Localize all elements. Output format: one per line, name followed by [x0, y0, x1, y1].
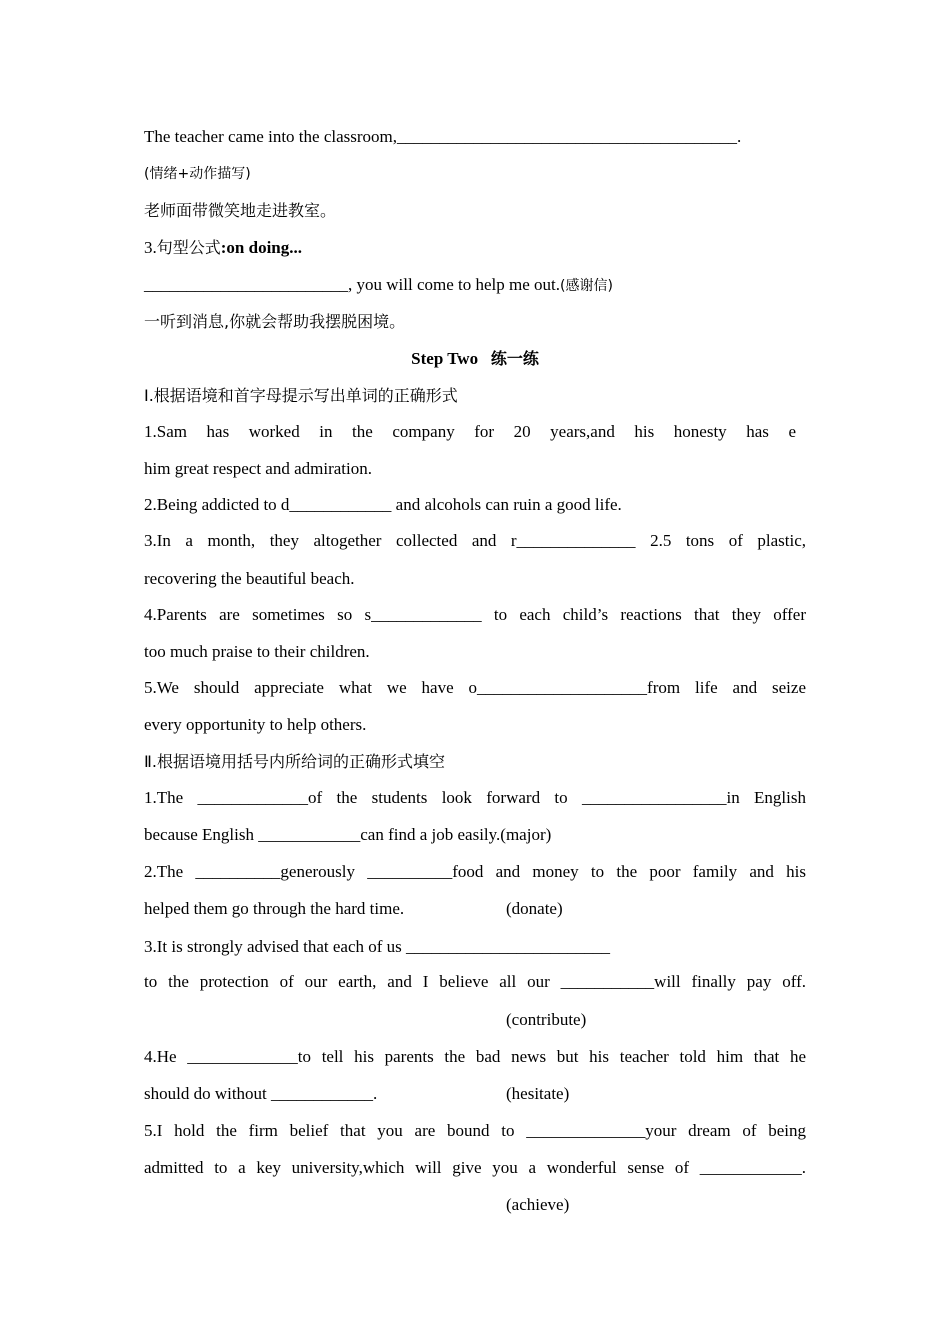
sentence-teacher: The teacher came into the classroom,________________________________________. — [144, 127, 742, 146]
s2-q2-line1: 2.The __________generously __________food and money to the poor family and his — [144, 862, 806, 881]
pattern-text: :on doing... — [220, 238, 303, 257]
s2-q5-line2: admitted to a key university,which will give you a wonderful sense of ____________. — [144, 1158, 806, 1177]
s2-q4-line2: should do without ____________. — [144, 1084, 378, 1103]
s2-q1-line2 — [144, 824, 806, 846]
sentence-thanks-letter — [144, 274, 806, 297]
s2-q3-line2: to the protection of our earth, and I believe all our ___________will finally pay off. — [144, 972, 806, 991]
hint-emotion-action: (情绪+动作描写) — [144, 166, 251, 182]
step-title-cn: 练一练 — [490, 349, 539, 368]
pattern-number: 3. — [144, 238, 157, 257]
s2-q5-hint: (achieve) — [506, 1195, 570, 1214]
step-title-en: Step Two — [411, 349, 479, 368]
section-2-heading: Ⅱ.根据语境用括号内所给词的正确形式填空 — [144, 752, 445, 771]
s2-q4-hint: (hesitate) — [506, 1084, 570, 1103]
s2-q2-line2: helped them go through the hard time. — [144, 899, 405, 918]
sentence-thanks-text: ________________________, you will come to help me out. — [144, 275, 560, 294]
s1-q4-line2: too much praise to their children. — [144, 642, 370, 661]
s2-q1-text: because English ____________can find a job easily. — [144, 825, 501, 844]
pattern-label: 句型公式 — [156, 238, 221, 257]
translation-teacher: 老师面带微笑地走进教室。 — [144, 201, 337, 220]
s2-q2-hint: (donate) — [506, 899, 563, 918]
s2-q3-hint: (contribute) — [506, 1010, 587, 1029]
s2-q3-line1: 3.It is strongly advised that each of us ________________________ — [144, 937, 611, 956]
hint-thanks-letter: (感谢信) — [560, 278, 613, 294]
s2-q1-hint: (major) — [500, 825, 552, 844]
translation-help: 一听到消息,你就会帮助我摆脱困境。 — [144, 312, 406, 331]
s1-q3-line2: recovering the beautiful beach. — [144, 569, 355, 588]
section-1-heading: Ⅰ.根据语境和首字母提示写出单词的正确形式 — [144, 386, 458, 405]
s2-q1-line1: 1.The _____________of the students look forward to _________________in English — [144, 788, 806, 807]
s1-q5-line1: 5.We should appreciate what we have o____________________from life and seize — [144, 678, 806, 697]
step-two-title — [144, 348, 806, 370]
s1-q5-line2: every opportunity to help others. — [144, 715, 367, 734]
s1-q3-line1: 3.In a month, they altogether collected and r______________ 2.5 tons of plastic, — [144, 531, 806, 550]
s2-q4-line1: 4.He _____________to tell his parents the bad news but his teacher told him that he — [144, 1047, 806, 1066]
s1-q1-line1: 1.Sam has worked in the company for 20 years,and his honesty has e — [144, 422, 796, 441]
s1-q1-line2: him great respect and admiration. — [144, 459, 372, 478]
s1-q4-line1: 4.Parents are sometimes so s_____________ to each child’s reactions that they offer — [144, 605, 806, 624]
s1-q2: 2.Being addicted to d____________ and alcohols can ruin a good life. — [144, 495, 622, 514]
s2-q5-line1: 5.I hold the firm belief that you are bound to ______________your dream of being — [144, 1121, 806, 1140]
pattern-formula — [144, 237, 806, 259]
